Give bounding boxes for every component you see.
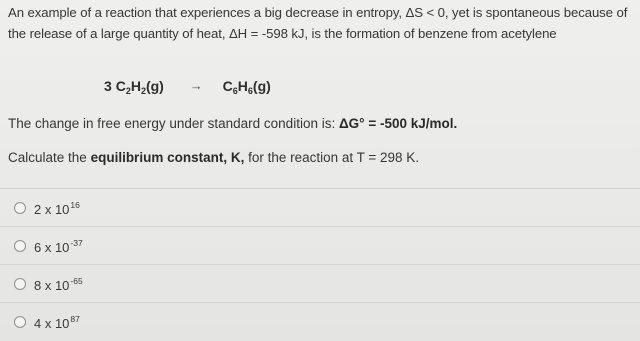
answer-option-3[interactable] [0,264,640,303]
product-formula: $C_6H_6(g)$ [222,78,271,96]
answer-option-2[interactable] [0,226,640,265]
reaction-arrow-icon: → [189,78,203,93]
reactant-coefficient: 3 [104,78,112,94]
radio-button-icon[interactable] [14,202,26,214]
free-energy-value: ΔG° = -500 kJ/mol. [338,116,458,131]
reaction-equation [104,78,271,96]
free-energy-statement: The change in free energy under standard condition is: ΔG° = -500 kJ/mol. [8,116,458,131]
answer-option-label[interactable]: 6 x $10^{-37}$ [34,238,83,255]
reactant-formula: $C_2H_2(g)$ [115,78,164,96]
answer-option-label[interactable]: 4 x $10^{87}$ [34,314,80,331]
answer-option-label[interactable]: 2 x $10^{16}$ [34,200,80,217]
radio-button-icon[interactable] [14,240,26,252]
calculation-prompt: Calculate the equilibrium constant, K, for the reaction at T = 298 K. [8,150,420,165]
radio-button-icon[interactable] [14,278,26,290]
calc-emphasis: equilibrium constant, K, [90,150,245,165]
radio-button-icon[interactable] [14,316,26,328]
question-intro: An example of a reaction that experiences a big decrease in entropy, ΔS < 0, yet is spontaneous because of the release of a large quantity of heat, ΔH = -598 kJ, is the formation of benzene from acetylene [8,5,628,41]
answer-option-4[interactable] [0,302,640,341]
answer-option-1[interactable] [0,188,640,227]
answer-option-label[interactable]: 8 x $10^{-65}$ [34,276,83,293]
